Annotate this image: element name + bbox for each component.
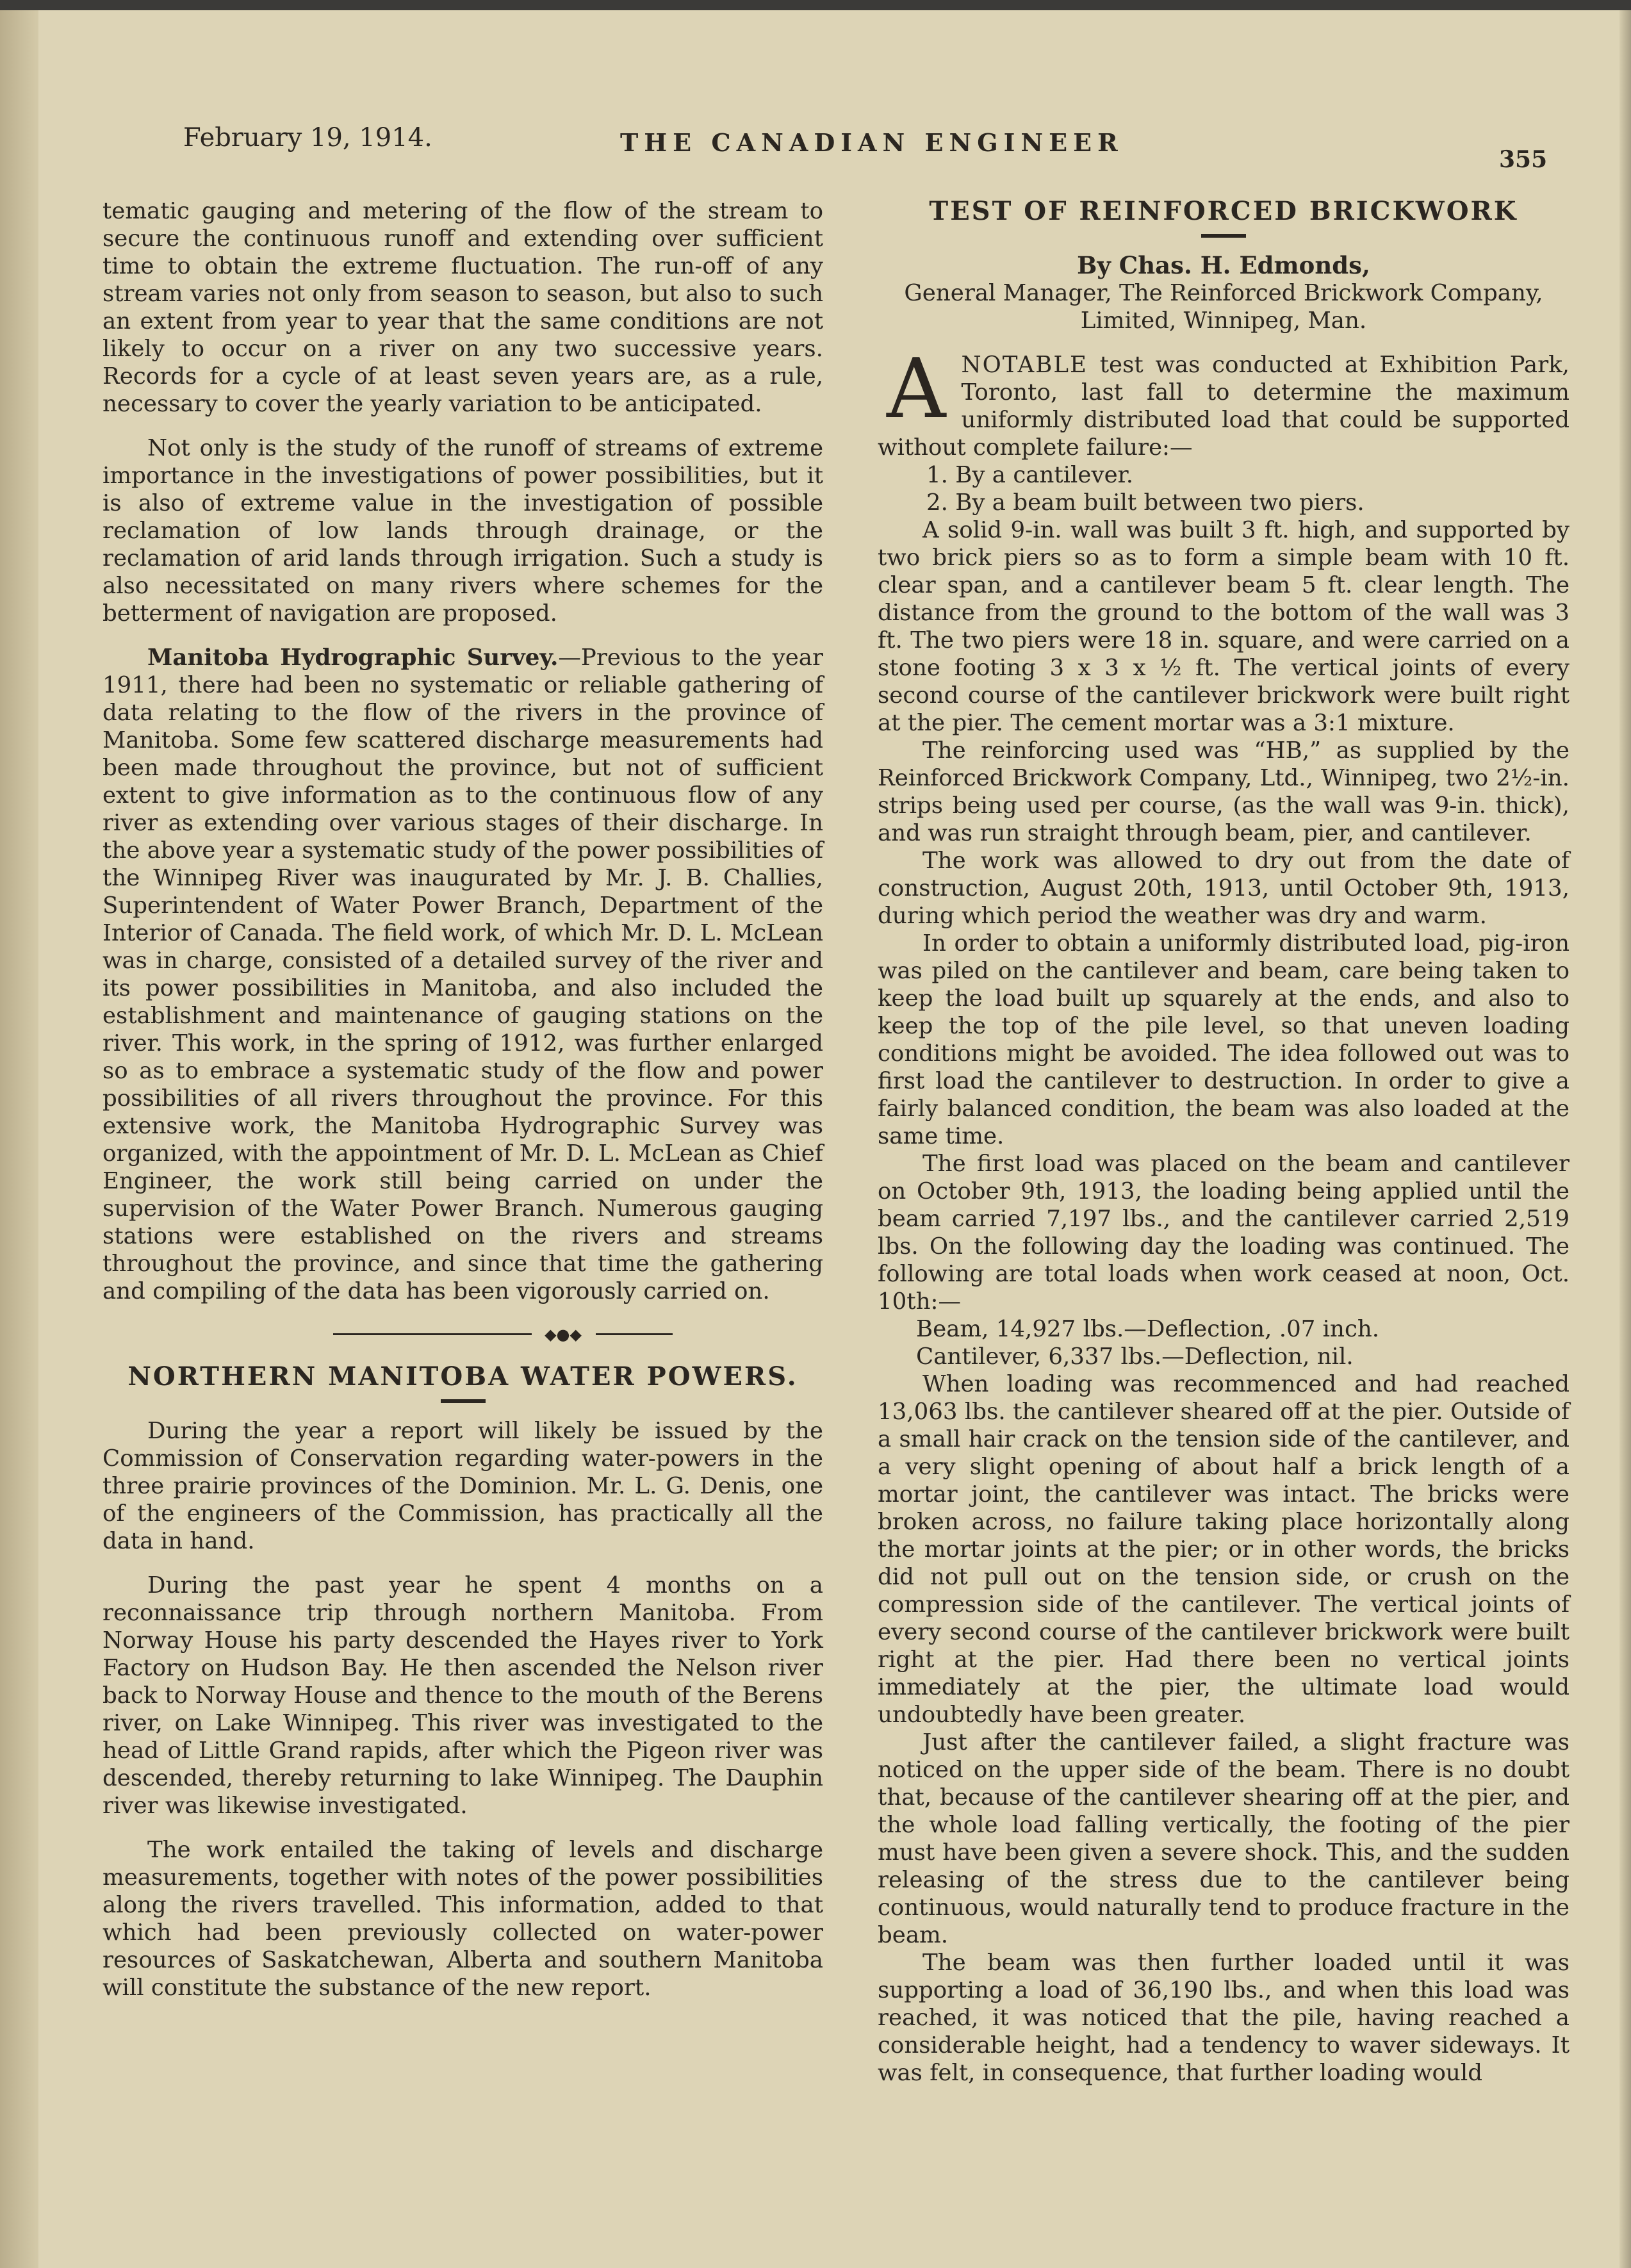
- journal-title: THE CANADIAN ENGINEER: [620, 128, 1124, 157]
- paragraph: When loading was recommenced and had reached 13,063 lbs. the cantilever sheared off at the pier. Outside of a small hair crack on the tension side of the cantilever, and a very slight opening of about half a brick length of a mortar joint, the cantilever was intact. The bricks were broken across, no failure taking place horizontally along the mortar joints at the pier; or in other words, the bricks did not pull out on the tension side, or crush on the compression side of the cantilever. The vertical joints of every second course of the cantilever brickwork were built right at the pier. Had there been no vertical joints immediately at the pier, the ultimate load would undoubtedly have been greater.: [878, 1371, 1570, 1728]
- section-ornament: ◆●◆: [102, 1322, 823, 1347]
- paragraph: [102, 644, 823, 1305]
- article-title: NORTHERN MANITOBA WATER POWERS.: [127, 1361, 798, 1392]
- paragraph: During the past year he spent 4 months on a reconnaissance trip through northern Manitoba. From Norway House his party descended the Hayes river to York Factory on Hudson Bay. He then ascended the Nelson river back to Norway House and thence to the mouth of the Berens river, on Lake Winnipeg. This river was investigated to the head of Little Grand rapids, after which the Pigeon river was descended, thereby returning to lake Winnipeg. The Dauphin river was likewise investigated.: [102, 1572, 823, 1819]
- list-item: 2. By a beam built between two piers.: [926, 489, 1365, 516]
- load-result: Cantilever, 6,337 lbs.—Deflection, nil.: [916, 1344, 1354, 1370]
- page-right-edge: [1619, 10, 1631, 2268]
- paragraph: The work was allowed to dry out from the date of construction, August 20th, 1913, until October 9th, 1913, during which period the weather was dry and warm.: [878, 848, 1570, 929]
- left-column: [102, 197, 823, 2001]
- title-rule: [441, 1399, 486, 1403]
- right-column: [878, 197, 1570, 2087]
- paragraph-text: test was conducted at Exhibition Park, Toronto, last fall to determine the maximum uniformly distributed load that could be supported without complete failure:—: [878, 352, 1570, 461]
- drop-cap: A: [887, 341, 946, 437]
- paragraph: The work entailed the taking of levels and discharge measurements, together with notes of the power possibilities along the rivers travelled. This information, added to that which had been previously collected on water-power resources of Saskatchewan, Alberta and southern Manitoba will constitute the substance of the new report.: [102, 1837, 823, 2001]
- article-title: TEST OF REINFORCED BRICKWORK: [929, 196, 1518, 226]
- paragraph: The beam was then further loaded until it was supporting a load of 36,190 lbs., and when this load was reached, it was noticed that the pile, having reached a considerable height, had a tendency to waver sideways. It was felt, in consequence, that further loading would: [878, 1950, 1570, 2086]
- title-rule: [1201, 234, 1246, 238]
- page-number: 355: [1499, 146, 1548, 173]
- paragraph: tematic gauging and metering of the flow of the stream to secure the continuous runoff and extending over sufficient time to obtain the extreme fluctuation. The run-off of any stream varies not only from season to season, but also to such an extent from year to year that the same conditions are not likely to occur on a river on any two successive years. Records for a cycle of at least seven years are, as a rule, necessary to cover the yearly variation to be anticipated.: [102, 198, 823, 417]
- list-item: 1. By a cantilever.: [926, 462, 1134, 488]
- paragraph: The reinforcing used was “HB,” as supplied by the Reinforced Brickwork Company, Ltd., Winnipeg, two 2½-in. strips being used per course, (as the wall was 9-in. thick), and was run straight through beam, pier, and cantilever.: [878, 737, 1570, 846]
- paragraph: Not only is the study of the runoff of streams of extreme importance in the investigations of power possibilities, but it is also of extreme value in the investigation of possible reclamation of low lands through drainage, or the reclamation of arid lands through irrigation. Such a study is also necessitated on many rivers where schemes for the betterment of navigation are proposed.: [102, 435, 823, 627]
- header-date: February 19, 1914.: [183, 123, 432, 152]
- paragraph: In order to obtain a uniformly distributed load, pig-iron was piled on the cantilever and beam, care being taken to keep the load built up squarely at the ends, and also to keep the top of the pile level, so that uneven loading conditions might be avoided. The idea followed out was to first load the cantilever to destruction. In order to give a fairly balanced condition, the beam was also loaded at the same time.: [878, 930, 1570, 1149]
- author-affiliation: General Manager, The Reinforced Brickwork Company, Limited, Winnipeg, Man.: [904, 280, 1543, 334]
- paragraph: The first load was placed on the beam and cantilever on October 9th, 1913, the loading being applied until the beam carried 7,197 lbs., and the cantilever carried 2,519 lbs. On the following day the loading was continued. The following are total loads when work ceased at noon, Oct. 10th:—: [878, 1151, 1570, 1315]
- load-result: Beam, 14,927 lbs.—Deflection, .07 inch.: [916, 1316, 1380, 1342]
- byline: By Chas. H. Edmonds,: [1077, 251, 1370, 279]
- paragraph: Just after the cantilever failed, a slight fracture was noticed on the upper side of the beam. There is no doubt that, because of the cantilever shearing off at the pier, and the whole load falling vertically, the footing of the pier must have been given a severe shock. This, and the sudden releasing of the stress due to the cantilever being continuous, would naturally tend to produce fracture in the beam.: [878, 1729, 1570, 1948]
- run-in-heading: Manitoba Hydrographic Survey.: [147, 645, 559, 671]
- lead-paragraph: [878, 341, 1570, 461]
- paragraph: [878, 341, 1570, 461]
- page-spine-shadow: [0, 10, 38, 2268]
- lead-caps: NOTABLE: [961, 352, 1088, 378]
- paragraph: During the year a report will likely be issued by the Commission of Conservation regarding water-powers in the three prairie provinces of the Dominion. Mr. L. G. Denis, one of the engineers of the Commission, has practically all the data in hand.: [102, 1418, 823, 1554]
- paragraph: A solid 9-in. wall was built 3 ft. high, and supported by two brick piers so as to form a simple beam with 10 ft. clear span, and a cantilever beam 5 ft. clear length. The distance from the ground to the bottom of the wall was 3 ft. The two piers were 18 in. square, and were carried on a stone footing 3 x 3 x ½ ft. The vertical joints of every second course of the cantilever brickwork were built right at the pier. The cement mortar was a 3:1 mixture.: [878, 517, 1570, 736]
- top-edge: [0, 0, 1631, 10]
- paragraph-text: —Previous to the year 1911, there had been no systematic or reliable gathering of data relating to the flow of the rivers in the province of Manitoba. Some few scattered discharge measurements had been made throughout the province, but not of sufficient extent to give information as to the continuous flow of any river as extending over various stages of their discharge. In the above year a systematic study of the power possibilities of the Winnipeg River was inaugurated by Mr. J. B. Challies, Superintendent of Water Power Branch, Department of the Interior of Canada. The field work, of which Mr. D. L. McLean was in charge, consisted of a detailed survey of the river and its power possibilities in Manitoba, and also included the establishment and maintenance of gauging stations on the river. This work, in the spring of 1912, was further enlarged so as to embrace a systematic study of the flow and power possibilities of all rivers throughout the province. For this extensive work, the Manitoba Hydrographic Survey was organized, with the appointment of Mr. D. L. McLean as Chief Engineer, the work still being carried on under the supervision of the Water Power Branch. Numerous gauging stations were established on the rivers and streams throughout the province, and since that time the gathering and compiling of the data has been vigorously carried on.: [102, 645, 824, 1304]
